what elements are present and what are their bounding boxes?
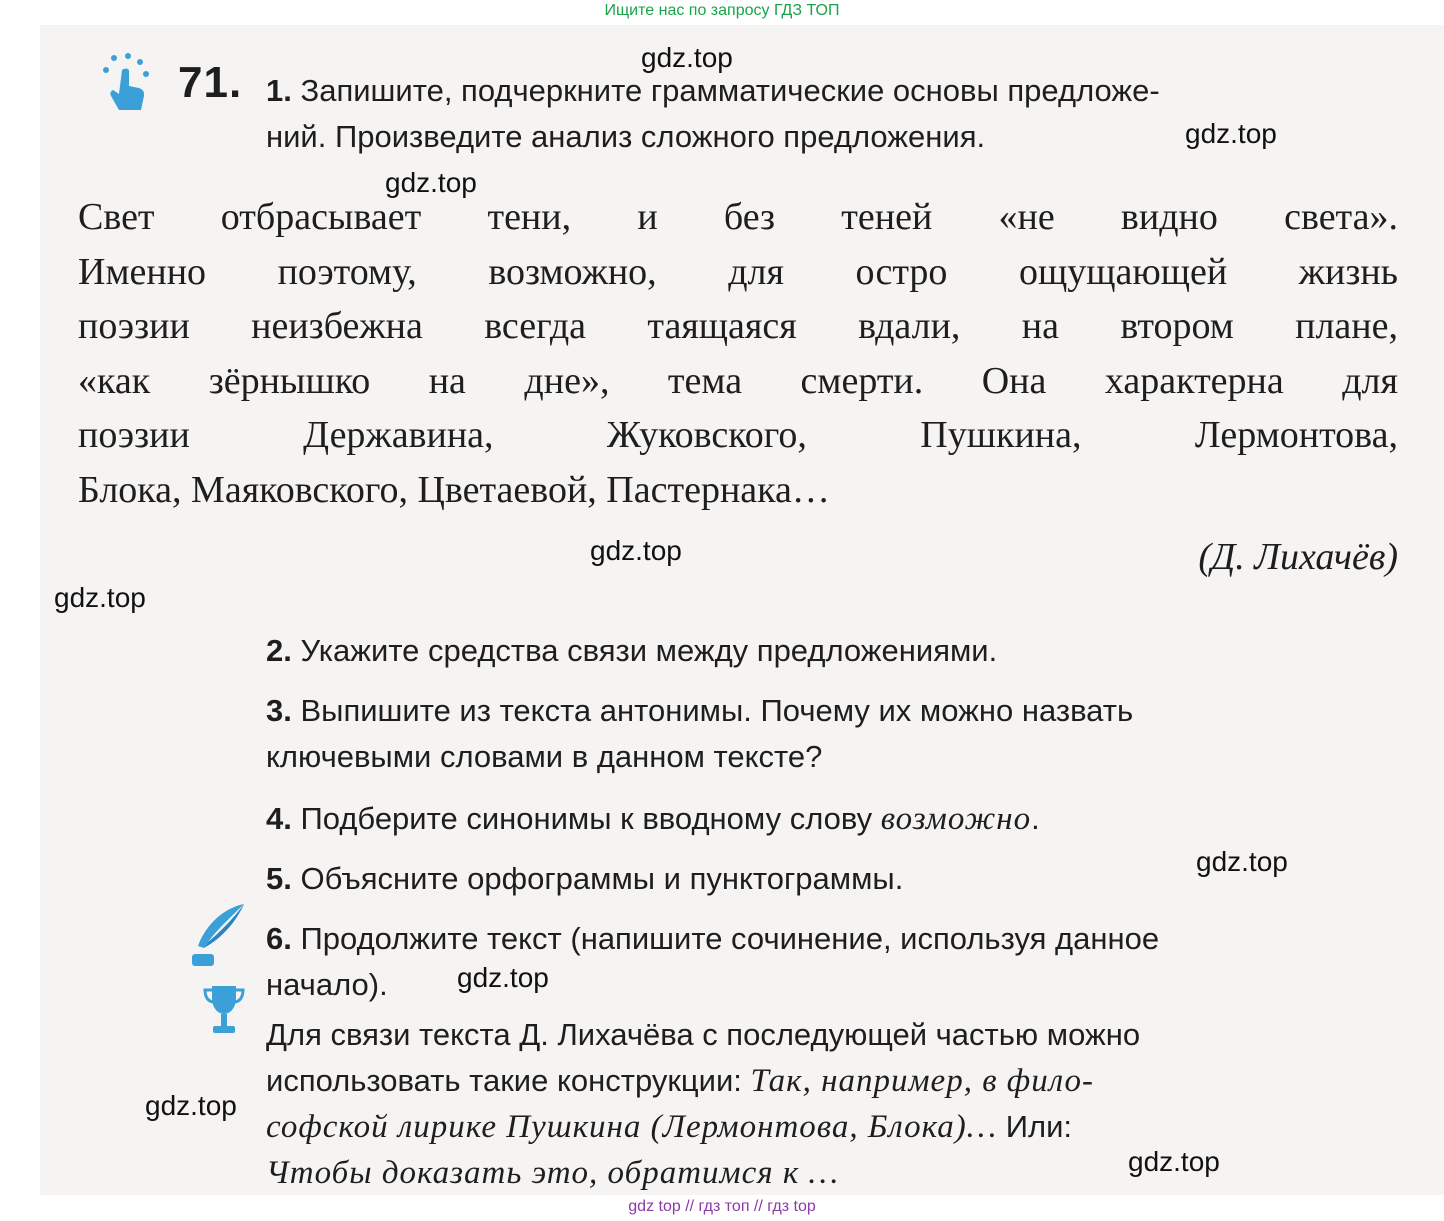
watermark: gdz.top <box>457 962 549 993</box>
hint-line-1: Для связи текста Д. Лихачёва с последующей частью можно <box>266 1017 1141 1052</box>
quote-line: поэзии Державина, Жуковского, Пушкина, Лермонтова, <box>78 414 1398 456</box>
task-4-number: 4. <box>266 801 292 836</box>
task-3-number: 3. <box>266 693 292 728</box>
quote-text <box>78 190 1398 517</box>
task-1-line-2: ний. Произведите анализ сложного предложения. <box>266 119 986 154</box>
exercise-number: 71. <box>178 58 243 107</box>
watermark: gdz.top <box>1185 118 1277 149</box>
bottom-banner[interactable]: gdz top // гдз топ // гдз top <box>628 1198 816 1215</box>
task-3-line-2: ключевыми словами в данном тексте? <box>266 739 823 774</box>
hint-line-2-plain: использовать такие конструкции: <box>266 1063 751 1098</box>
task-1-number: 1. <box>266 73 292 108</box>
hand-pointer-icon <box>100 52 156 114</box>
hint-line-2-italic: Так, например, в фило- <box>750 1063 1094 1099</box>
task-6-number: 6. <box>266 921 292 956</box>
task-6-line-1: Продолжите текст (напишите сочинение, используя данное <box>300 921 1160 956</box>
task-4-text: Подберите синонимы к вводному слову <box>300 801 881 836</box>
task-4-end: . <box>1031 801 1040 836</box>
quote-line: «как зёрнышко на дне», тема смерти. Она характерна для <box>78 359 1398 402</box>
top-banner[interactable]: Ищите нас по запросу ГДЗ ТОП <box>604 2 840 19</box>
task-4 <box>266 796 1398 842</box>
task-1-line-1: Запишите, подчеркните грамматические основы предложе- <box>300 73 1160 108</box>
watermark: gdz.top <box>385 167 477 198</box>
quote-line: Именно поэтому, возможно, для остро ощущающей жизнь <box>78 250 1398 293</box>
watermark: gdz.top <box>145 1090 237 1121</box>
task-2-text: Укажите средства связи между предложениями. <box>300 633 998 668</box>
hint-line-4-italic: Чтобы доказать это, обратимся к … <box>266 1155 839 1191</box>
quote-line: поэзии неизбежна всегда таящаяся вдали, на втором плане, <box>78 305 1398 347</box>
task-6-line-2: начало). <box>266 967 388 1002</box>
task-2 <box>266 628 1398 674</box>
task-5-text: Объясните орфограммы и пунктограммы. <box>300 861 904 896</box>
quote-author: (Д. Лихачёв) <box>1198 536 1398 578</box>
watermark: gdz.top <box>590 535 682 566</box>
task-3 <box>266 688 1398 780</box>
task-6 <box>266 916 1398 1008</box>
watermark: gdz.top <box>641 42 733 73</box>
watermark: gdz.top <box>1196 846 1288 877</box>
quill-pen-icon <box>186 902 248 970</box>
task-2-number: 2. <box>266 633 292 668</box>
task-5-number: 5. <box>266 861 292 896</box>
task-3-line-1: Выпишите из текста антонимы. Почему их можно назвать <box>300 693 1134 728</box>
hint-line-3-plain: Или: <box>997 1109 1073 1144</box>
hint-line-3-italic: софской лирике Пушкина (Лермонтова, Блока)… <box>266 1109 998 1145</box>
quote-line: Блока, Маяковского, Цветаевой, Пастернака… <box>78 468 830 511</box>
watermark: gdz.top <box>54 582 146 613</box>
trophy-cup-icon <box>202 982 246 1038</box>
quote-line: Свет отбрасывает тени, и без теней «не видно света». <box>78 196 1398 238</box>
watermark: gdz.top <box>1128 1146 1220 1177</box>
task-4-italic-word: возможно <box>880 801 1032 837</box>
hint-text <box>266 1012 1398 1196</box>
